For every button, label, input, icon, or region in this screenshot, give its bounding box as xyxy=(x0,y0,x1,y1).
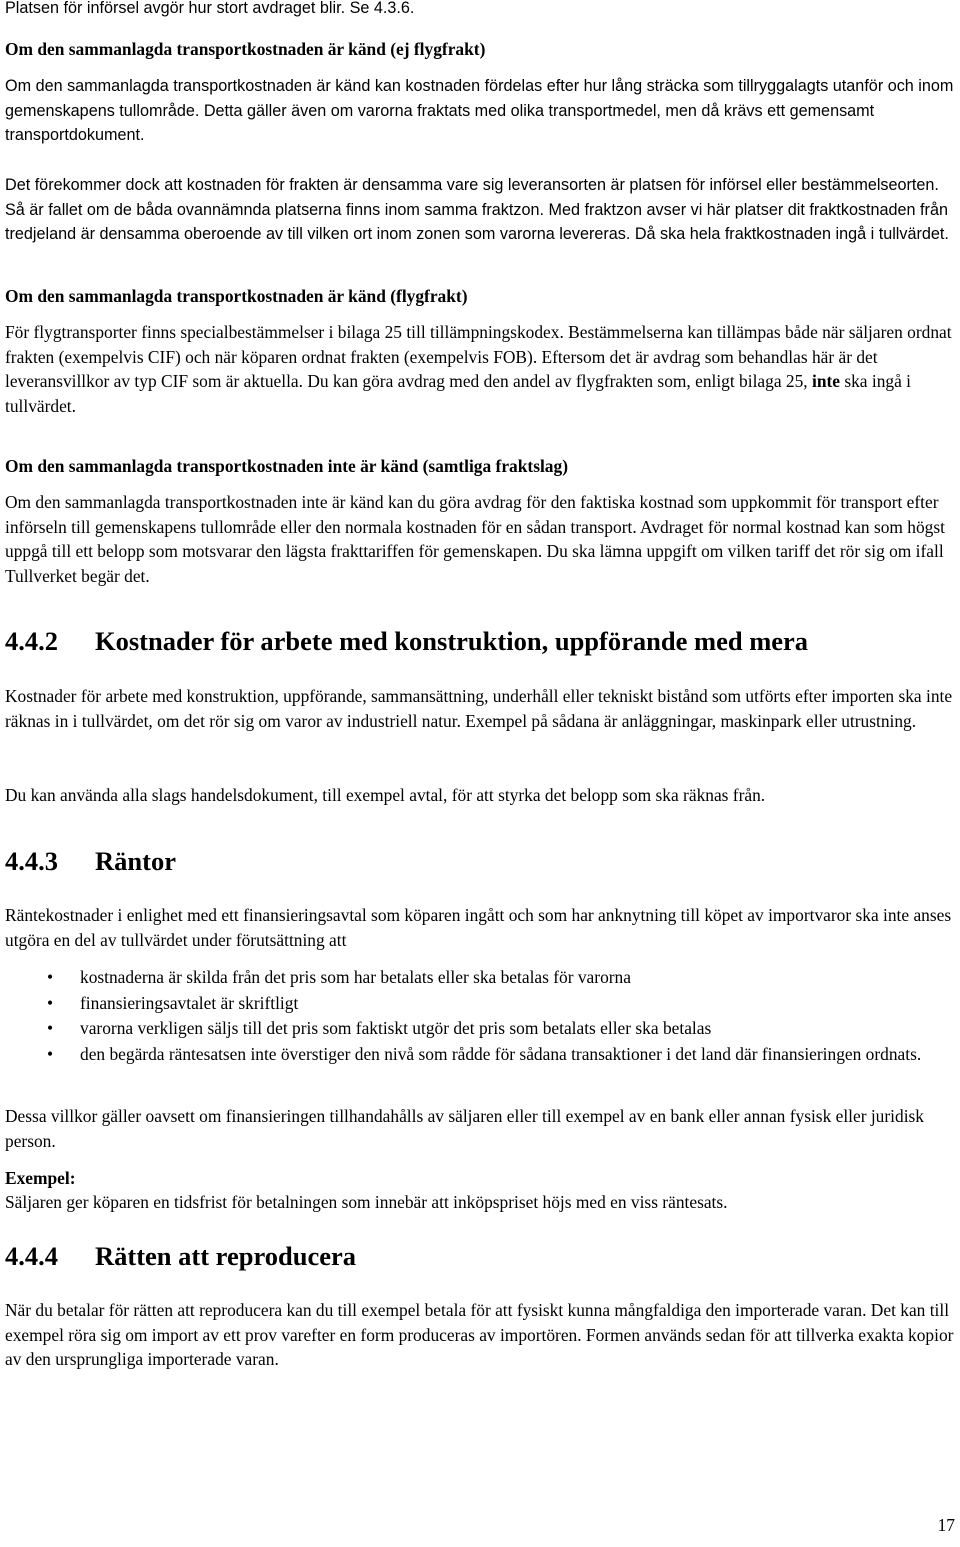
section-heading-4-4-2 xyxy=(5,625,808,657)
fragment-paragraph: Platsen för införsel avgör hur stort avdraget blir. Se 4.3.6. xyxy=(5,0,415,17)
section-heading-4-4-3 xyxy=(5,845,176,877)
bullet-icon: • xyxy=(46,992,54,1013)
list-item: • kostnaderna är skilda från det pris som har betalats eller ska betalas för varorna xyxy=(40,965,940,991)
bullet-icon: • xyxy=(46,1043,54,1064)
paragraph-known-cost-2: Det förekommer dock att kostnaden för frakten är densamma vare sig leveransorten är platsen för införsel eller bestämmelseorten. Så är fallet om de båda ovannämnda platserna finns inom samma fraktzon. Med fraktzon avser vi här platser dit fraktkostnaden från tredjeland är densamma oberoende av till vilken ort inom zonen som varorna levereras. Då ska hela fraktkostnaden ingå i tullvärdet. xyxy=(5,176,949,244)
list-item: • finansieringsavtalet är skriftligt xyxy=(40,991,940,1017)
paragraph-known-cost-1: Om den sammanlagda transportkostnaden är känd kan kostnaden fördelas efter hur lång sträcka som tillryggalagts utanför och inom gemenskapens tullområde. Detta gäller även om varorna fraktats med olika transportmedel, men då krävs ett gemensamt transportdokument. xyxy=(5,77,954,145)
section-title: Kostnader för arbete med konstruktion, uppförande med mera xyxy=(95,626,809,656)
page-number: 17 xyxy=(937,1515,955,1535)
paragraph-interest-intro: Räntekostnader i enlighet med ett finansieringsavtal som köparen ingått och som har anknytning till köpet av importvaror ska inte anses utgöra en del av tullvärdet under förutsättning att xyxy=(5,905,952,950)
paragraph-trade-documents: Du kan använda alla slags handelsdokument, till exempel avtal, för att styrka det belopp som ska räknas från. xyxy=(5,785,766,805)
emphasis-inte: inte xyxy=(811,371,840,392)
section-title: Räntor xyxy=(95,846,176,876)
paragraph-air-freight: För flygtransporter finns specialbestämmelser i bilaga 25 till tillämpningskodex. Bestämmelserna kan tillämpas både när säljaren ordnat frakten (exempelvis CIF) och när köparen ordnat frakten (exempelvis FOB). Eftersom det är avdrag som behandlas här är det leveransvillkor av typ CIF som är aktuella. Du kan göra avdrag med den andel av flygfrakten som, enligt bilaga 25, inte ska ingå i tullvärdet. xyxy=(5,322,952,416)
heading-known-cost-non-air: Om den sammanlagda transportkostnaden är känd (ej flygfrakt) xyxy=(5,39,486,59)
bullet-icon: • xyxy=(46,967,54,987)
heading-known-cost-air: Om den sammanlagda transportkostnaden är känd (flygfrakt) xyxy=(5,286,468,306)
list-item: • varorna verkligen säljs till det pris som faktiskt utgör det pris som betalats eller ska betalas xyxy=(40,1016,940,1042)
paragraph-unknown-cost: Om den sammanlagda transportkostnaden inte är känd kan du göra avdrag för den faktiska kostnad som uppkommit för transport efter införseln till gemenskapens tullområde eller den normala kostnaden för en sådan transport. Avdraget för normal kostnad kan som högst uppgå till ett belopp som motsvarar den lägsta frakttariffen för gemenskapen. Du ska lämna uppgift om vilken tariff det rör sig om ifall Tullverket begär det. xyxy=(5,492,945,586)
section-heading-4-4-4 xyxy=(5,1240,356,1272)
paragraph-reproduction-rights: När du betalar för rätten att reproducera kan du till exempel betala för att fysiskt kunna mångfaldiga den importerade varan. Det kan till exempel röra sig om import av ett prov varefter en form produceras av importören. Formen används sedan för att tillverka exakta kopior av den ursprungliga importerade varan. xyxy=(5,1300,954,1370)
section-number: 4.4.3 xyxy=(5,846,58,876)
example-label: Exempel: xyxy=(5,1168,76,1188)
example-text: Säljaren ger köparen en tidsfrist för betalningen som innebär att inköpspriset höjs med en viss räntesats. xyxy=(5,1192,728,1212)
bullet-icon: • xyxy=(46,1018,54,1039)
section-title: Rätten att reproducera xyxy=(95,1241,357,1271)
list-item: • den begärda räntesatsen inte överstiger den nivå som rådde för sådana transaktioner i det land där finansieringen ordnats. xyxy=(40,1042,940,1068)
heading-unknown-cost: Om den sammanlagda transportkostnaden inte är känd (samtliga fraktslag) xyxy=(5,456,568,476)
conditions-list xyxy=(40,965,940,1067)
paragraph-construction-costs: Kostnader för arbete med konstruktion, uppförande, sammansättning, underhåll eller tekniskt bistånd som utförts efter importen ska inte räknas in i tullvärdet, om det rör sig om varor av industriell natur. Exempel på sådana är anläggningar, maskinpark eller utrustning. xyxy=(5,686,953,731)
section-number: 4.4.2 xyxy=(5,626,58,656)
paragraph-conditions-apply: Dessa villkor gäller oavsett om finansieringen tillhandahålls av säljaren eller till exempel av en bank eller annan fysisk eller juridisk person. xyxy=(5,1106,924,1151)
section-number: 4.4.4 xyxy=(5,1241,58,1271)
